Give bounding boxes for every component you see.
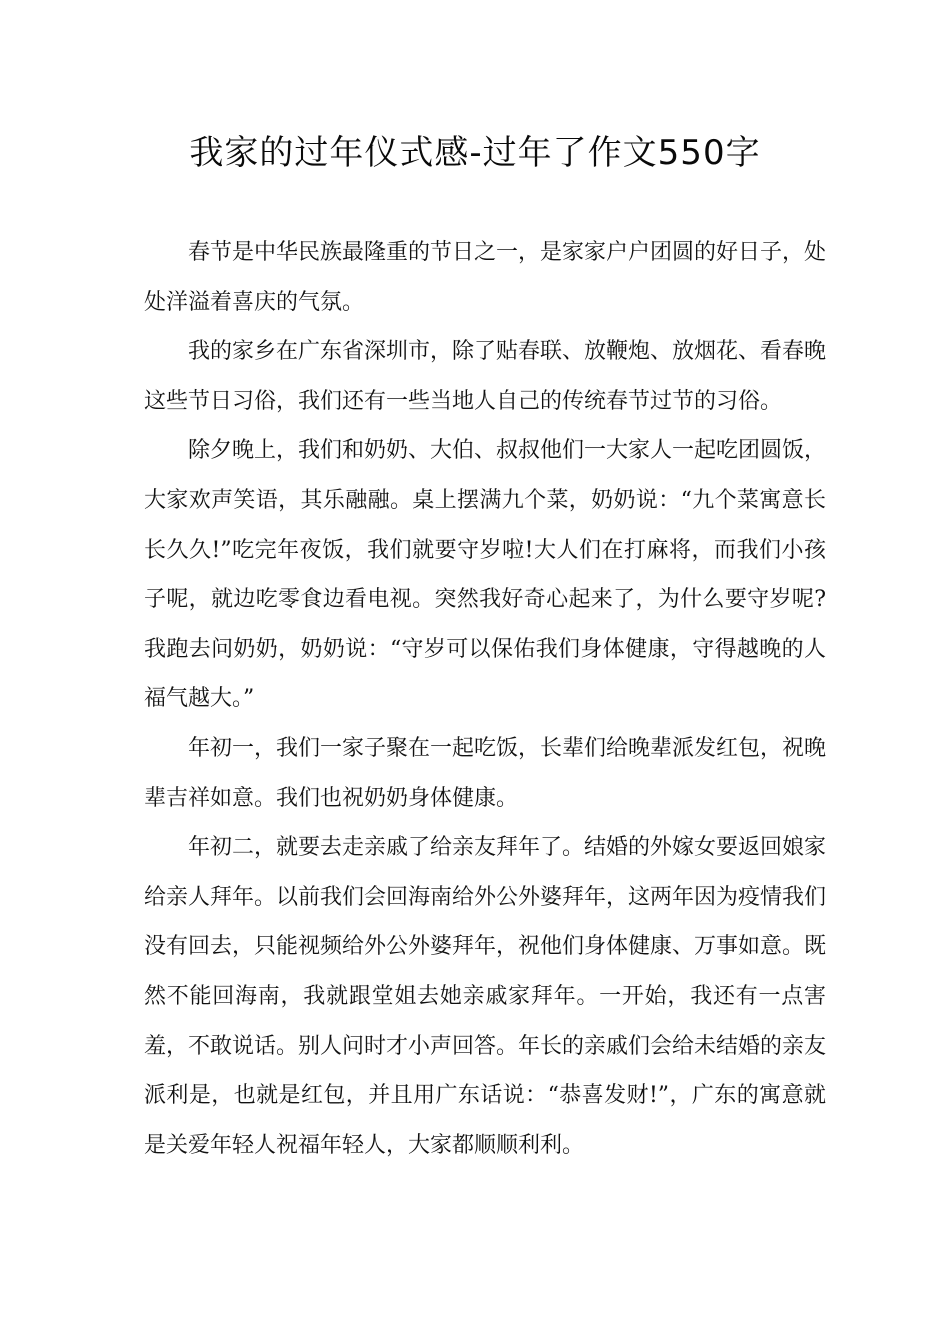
paragraph-5: 年初二，就要去走亲戚了给亲友拜年了。结婚的外嫁女要返回娘家给亲人拜年。以前我们会回海南给外公外婆拜年，这两年因为疫情我们没有回去，只能视频给外公外婆拜年，祝他们身体健康、万事如意。既然不能回海南，我就跟堂姐去她亲戚家拜年。一开始，我还有一点害羞，不敢说话。别人问时才小声回答。年长的亲戚们会给未结婚的亲友派利是，也就是红包，并且用广东话说：“恭喜发财!”，广东的寓意就是关爱年轻人祝福年轻人，大家都顺顺利利。 bbox=[144, 835, 827, 1158]
document-body bbox=[144, 228, 826, 1170]
paragraph-2: 我的家乡在广东省深圳市，除了贴春联、放鞭炮、放烟花、看春晚这些节日习俗，我们还有一些当地人自己的传统春节过节的习俗。 bbox=[144, 339, 827, 414]
document-title: 我家的过年仪式感-过年了作文550字 bbox=[189, 133, 761, 173]
paragraph-3: 除夕晚上，我们和奶奶、大伯、叔叔他们一大家人一起吃团圆饭，大家欢声笑语，其乐融融。桌上摆满九个菜，奶奶说：“九个菜寓意长长久久!”吃完年夜饭，我们就要守岁啦!大人们在打麻将，而我们小孩子呢，就边吃零食边看电视。突然我好奇心起来了，为什么要守岁呢?我跑去问奶奶，奶奶说：“守岁可以保佑我们身体健康，守得越晚的人福气越大。” bbox=[144, 438, 827, 712]
paragraph-1: 春节是中华民族最隆重的节日之一，是家家户户团圆的好日子，处处洋溢着喜庆的气氛。 bbox=[144, 240, 827, 315]
paragraph-4: 年初一，我们一家子聚在一起吃饭，长辈们给晚辈派发红包，祝晚辈吉祥如意。我们也祝奶奶身体健康。 bbox=[144, 735, 827, 811]
